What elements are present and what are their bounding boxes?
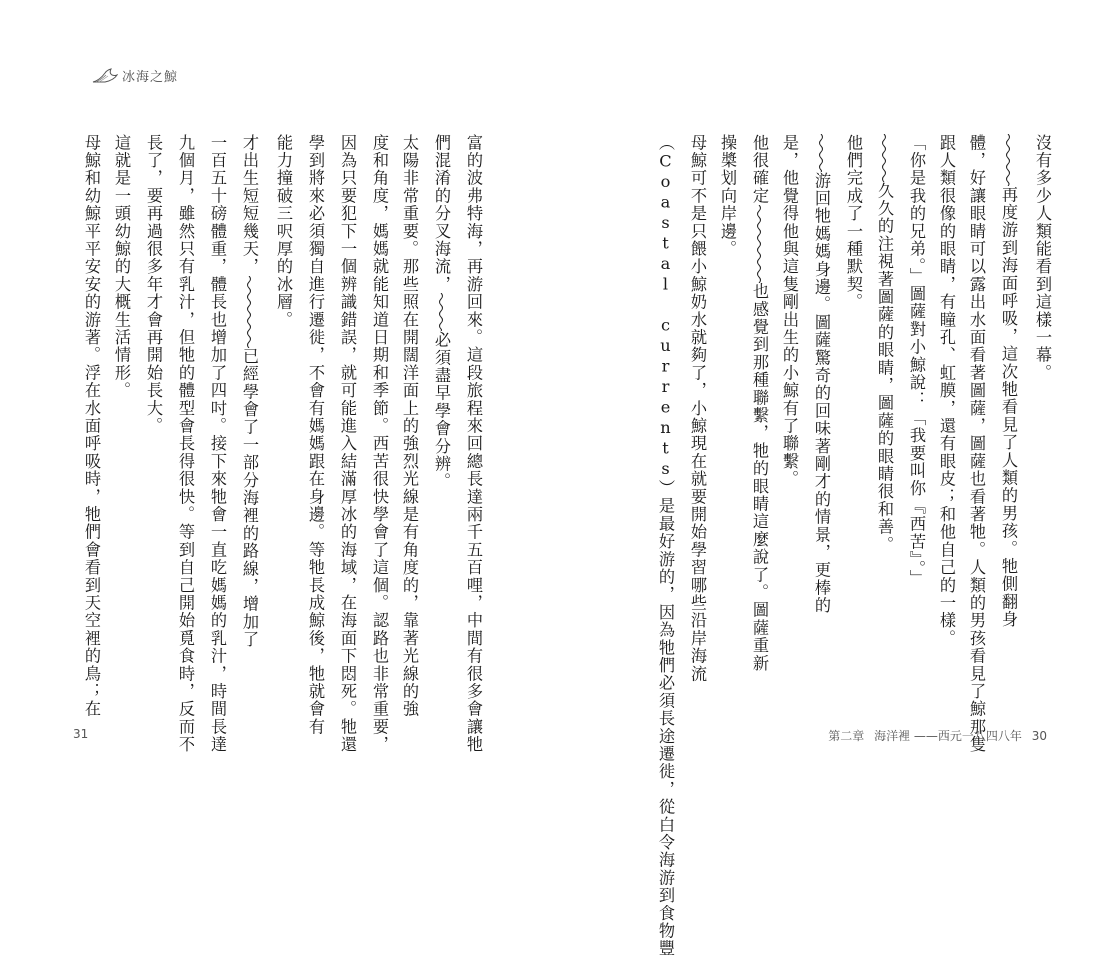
page-number-right: 30 <box>1031 729 1047 743</box>
wavy-name-mark <box>1004 134 1012 186</box>
text-segment: 跟人類很像的眼睛，有瞳孔、虹膜，還有眼皮；和他自己的一樣。 <box>937 134 956 648</box>
wavy-name-mark <box>245 276 253 348</box>
book-header <box>92 66 178 85</box>
right-col-3 <box>963 134 987 754</box>
left-col-8 <box>236 134 260 714</box>
text-segment: （Coastal currents）是最好游的，因為牠們必須長途遷徙，從白令海游到食物豐 <box>656 134 675 958</box>
book-title: 冰海之鯨 <box>122 70 179 85</box>
left-col-7 <box>270 134 294 714</box>
text-segment: 能力撞破三呎厚的冰層。 <box>274 134 293 329</box>
section-label: 海洋裡 ——西元一八四八年 <box>874 729 1022 743</box>
right-col-7 <box>840 134 864 714</box>
left-col-3 <box>396 134 420 719</box>
text-segment: 才出生短短幾天， <box>240 134 259 276</box>
left-col-5 <box>334 134 358 754</box>
text-segment: 已經學會了一部分海裡的路線，增加了 <box>240 347 259 649</box>
wavy-name-mark <box>880 134 888 182</box>
right-col-1 <box>1029 134 1053 714</box>
text-segment: 是，他覺得他與這隻剛出生的小鯨有了聯繫。 <box>780 134 799 488</box>
right-col-10 <box>746 134 770 714</box>
chapter-footer <box>822 727 1047 744</box>
text-segment: 他們完成了一種默契。 <box>844 134 863 311</box>
left-col-10 <box>172 134 196 754</box>
right-col-12 <box>684 134 708 714</box>
text-segment: 操槳划向岸邊。 <box>718 134 737 258</box>
chapter-label: 第二章 <box>828 729 865 743</box>
text-segment: 一百五十磅體重，體長也增加了四吋。接下來牠會一直吃媽媽的乳汁，時間長達 <box>208 134 227 754</box>
left-col-4 <box>366 134 390 754</box>
text-segment: 他很確定 <box>750 134 769 205</box>
left-col-11 <box>140 134 164 714</box>
left-col-2 <box>428 134 452 714</box>
whale-tail-icon <box>92 68 118 84</box>
left-col-1 <box>460 134 484 754</box>
right-col-11 <box>714 134 738 714</box>
left-col-6 <box>302 134 326 736</box>
text-segment: 九個月，雖然只有乳汁，但牠的體型會長得很快。等到自己開始覓食時，反而不 <box>176 134 195 754</box>
text-segment: 們混淆的分叉海流， <box>432 134 451 294</box>
right-col-13 <box>652 134 676 958</box>
right-col-8 <box>808 134 832 714</box>
left-col-12 <box>108 134 132 714</box>
text-segment: 太陽非常重要。那些照在開闊洋面上的強烈光線是有角度的，靠著光線的強 <box>400 134 419 719</box>
text-segment: 長了，要再過很多年才會再開始長大。 <box>144 134 163 435</box>
text-segment: 母鯨和幼鯨平平安安的游著。浮在水面呼吸時，牠們會看到天空裡的鳥；在 <box>82 134 101 719</box>
text-segment: 必須盡早學會分辨。 <box>432 331 451 491</box>
text-segment: 學到將來必須獨自進行遷徙，不會有媽媽跟在身邊。等牠長成鯨後，牠就會有 <box>306 134 325 736</box>
text-segment: 也感覺到那種聯繫，牠的眼睛這麼說了。圖薩重新 <box>750 282 769 673</box>
right-col-5 <box>903 134 927 714</box>
text-segment: 這就是一頭幼鯨的大概生活情形。 <box>112 134 131 400</box>
right-col-9 <box>776 134 800 714</box>
text-segment: 「你是我的兄弟。」圖薩對小鯨說：「我要叫你『西苦』。」 <box>907 134 926 588</box>
wavy-name-mark <box>817 134 825 172</box>
wavy-name-mark <box>437 293 445 331</box>
text-segment: 沒有多少人類能看到這樣一幕。 <box>1033 134 1052 382</box>
left-col-9 <box>204 134 228 754</box>
text-segment: 再度游到海面呼吸，這次牠看見了人類的男孩。牠側翻身 <box>999 186 1018 629</box>
text-segment: 久久的注視著圖薩的眼睛，圖薩的眼睛很和善。 <box>875 182 894 554</box>
text-segment: 因為只要犯下一個辨識錯誤，就可能進入結滿厚冰的海域，在海面下悶死。牠還 <box>338 134 357 754</box>
right-col-2 <box>995 134 1019 714</box>
left-col-13 <box>78 134 102 719</box>
text-segment: 富的波弗特海，再游回來。這段旅程來回總長達兩千五百哩，中間有很多會讓牠 <box>464 134 483 754</box>
text-segment: 母鯨可不是只餵小鯨奶水就夠了，小鯨現在就要開始學習哪些沿岸海流 <box>688 134 707 683</box>
right-col-6 <box>871 134 895 714</box>
text-segment: 游回牠媽媽身邊。圖薩驚奇的回味著剛才的情景，更棒的 <box>812 172 831 615</box>
text-segment: 體，好讓眼睛可以露出水面看著圖薩，圖薩也看著牠。人類的男孩看見了鯨那隻 <box>967 134 986 754</box>
page-number-left: 31 <box>73 727 89 741</box>
wavy-name-mark <box>755 205 763 283</box>
text-segment: 度和角度，媽媽就能知道日期和季節。西苦很快學會了這個。認路也非常重要， <box>370 134 389 754</box>
right-col-4 <box>933 134 957 714</box>
